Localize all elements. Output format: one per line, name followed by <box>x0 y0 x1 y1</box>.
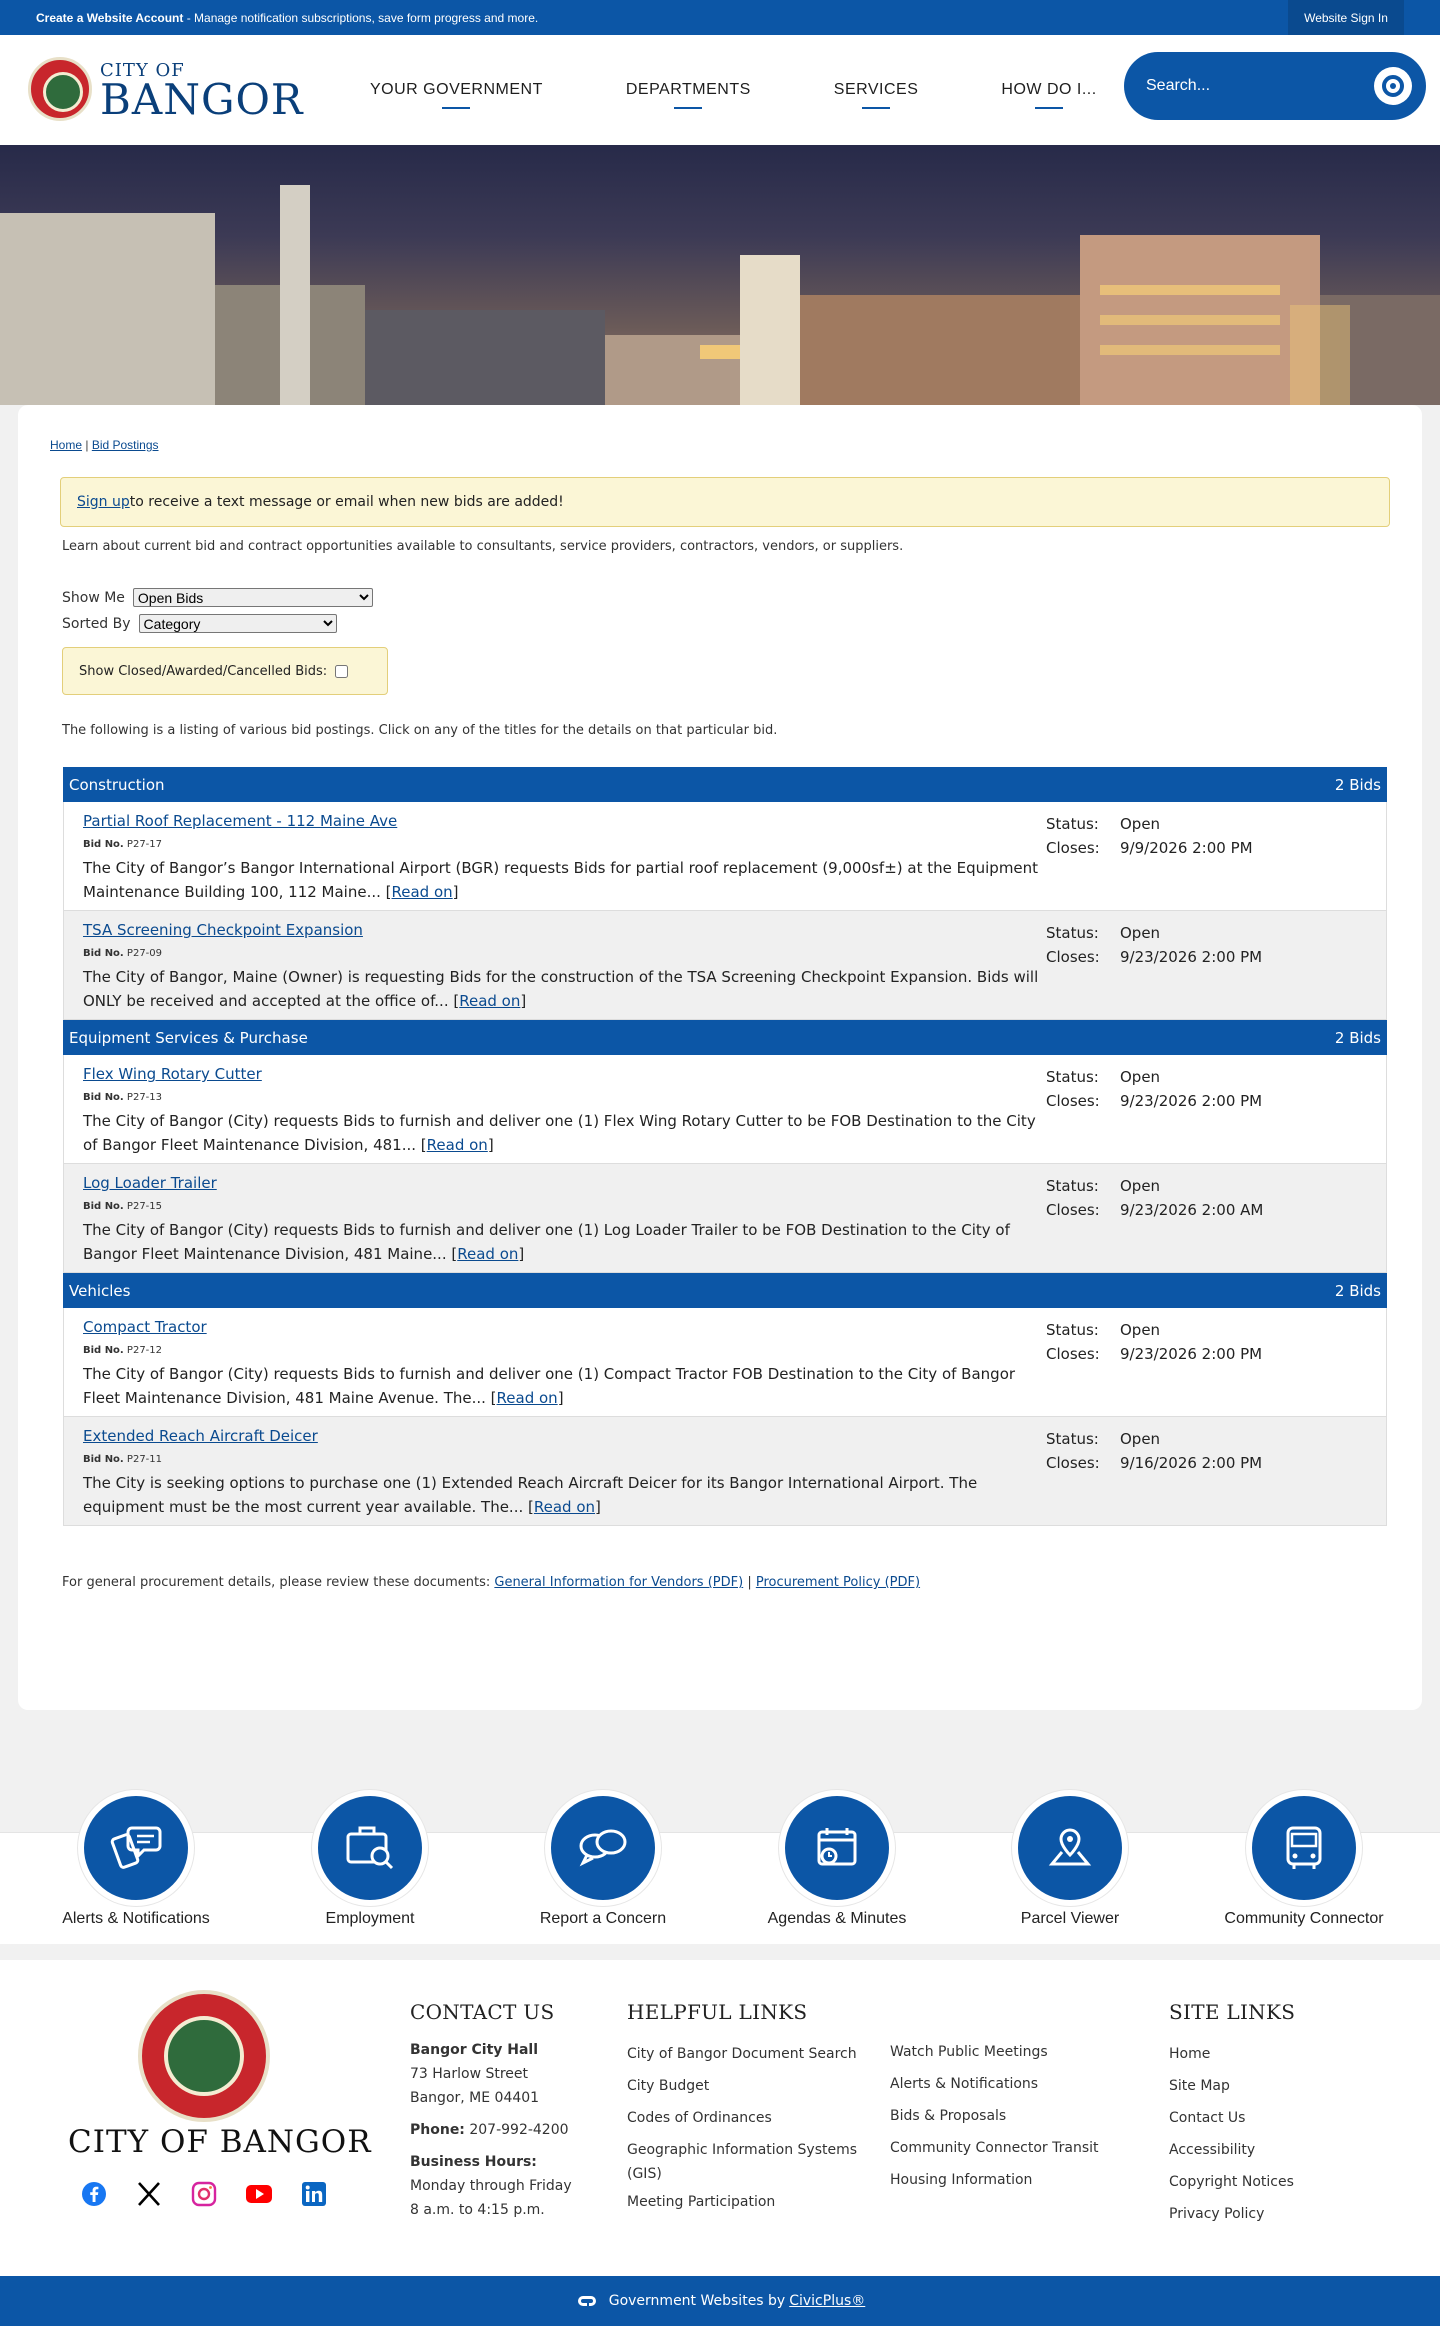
status-label: Status: <box>1046 1177 1099 1195</box>
bid-item <box>63 1417 1387 1526</box>
linkedin-icon[interactable] <box>300 2180 328 2208</box>
quick-link-inner <box>318 1796 422 1900</box>
calendar-clock-icon <box>807 1818 867 1878</box>
bid-description: The City of Bangor (City) requests Bids to furnish and deliver one (1) Flex Wing Rotary Cutter to be FOB Destination to the City of Bangor Fleet Maintenance Division, 481... [Read on] <box>83 1112 1036 1154</box>
footer-link-copyright[interactable]: Copyright Notices <box>1169 2174 1294 2190</box>
category-name: Construction <box>69 775 165 794</box>
quick-link-inner <box>1252 1796 1356 1900</box>
bid-title-link[interactable]: Extended Reach Aircraft Deicer <box>83 1427 318 1445</box>
quick-link-inner <box>1018 1796 1122 1900</box>
nav-how-do-i[interactable]: HOW DO I... <box>1001 81 1097 98</box>
quick-link-label: Alerts & Notifications <box>62 1910 210 1927</box>
helpful-links-column-2 <box>890 2036 1099 2196</box>
quick-link-circle <box>1012 1790 1128 1906</box>
bid-title-link[interactable]: Flex Wing Rotary Cutter <box>83 1065 262 1083</box>
footer-link-gis-abbr[interactable]: (GIS) <box>627 2166 662 2182</box>
bid-description-text: The City of Bangor, Maine (Owner) is requesting Bids for the construction of the TSA Screening Checkpoint Expansion. Bids will ONLY be received and accepted at the office of... <box>83 968 1039 1010</box>
bid-item <box>63 1055 1387 1164</box>
nav-services[interactable]: SERVICES <box>833 81 919 98</box>
chat-bubbles-icon <box>573 1818 633 1878</box>
bid-status-block <box>1046 1065 1262 1113</box>
quick-link-circle <box>545 1790 661 1906</box>
city-seal-logo-icon <box>138 1990 270 2122</box>
phone-message-icon <box>106 1818 166 1878</box>
read-on-link[interactable]: Read on <box>391 883 453 901</box>
contact-us-column <box>410 2000 572 2222</box>
footer-link-document-search[interactable]: City of Bangor Document Search <box>627 2046 857 2062</box>
city-seal-icon <box>28 57 92 121</box>
quick-link-alerts[interactable] <box>36 1790 236 1928</box>
footer-link-city-budget[interactable]: City Budget <box>627 2078 710 2094</box>
street-address: 73 Harlow Street <box>410 2066 529 2082</box>
quick-link-circle <box>78 1790 194 1906</box>
category-count: 2 Bids <box>1334 775 1381 794</box>
search-icon <box>1380 73 1406 99</box>
closes-value: 9/23/2026 2:00 PM <box>1120 1345 1263 1363</box>
contact-us-heading: CONTACT US <box>410 2000 555 2024</box>
bid-number-value: P27-09 <box>126 948 163 959</box>
quick-link-employment[interactable] <box>270 1790 470 1928</box>
bid-status-block <box>1046 921 1262 969</box>
procurement-docs <box>62 1575 920 1590</box>
bid-description: The City is seeking options to purchase one (1) Extended Reach Aircraft Deicer for its Bangor International Airport. The equipment must be the most current year available. The... [Read on] <box>83 1474 978 1516</box>
procurement-docs-text: For general procurement details, please review these documents: <box>62 1575 495 1590</box>
bid-number-label: Bid No. <box>83 1345 124 1356</box>
read-on-link[interactable]: Read on <box>533 1498 596 1516</box>
bid-number-value: P27-11 <box>126 1454 163 1465</box>
footer-link-watch-meetings[interactable]: Watch Public Meetings <box>890 2044 1048 2060</box>
bid-status-block <box>1046 1318 1262 1366</box>
footer-link-contact-us[interactable]: Contact Us <box>1169 2110 1246 2126</box>
seal-center <box>164 2016 244 2096</box>
bid-item <box>63 911 1387 1020</box>
quick-link-community-connector[interactable] <box>1204 1790 1404 1928</box>
show-closed-checkbox[interactable] <box>335 665 348 678</box>
breadcrumb-home[interactable]: Home <box>50 438 83 452</box>
business-days: Monday through Friday <box>410 2178 572 2194</box>
intro-text: Learn about current bid and contract opportunities available to consultants, service providers, contractors, vendors, or suppliers. <box>62 539 904 554</box>
helpful-links-column <box>627 2000 857 2218</box>
bid-number <box>83 1454 162 1465</box>
category-header-equipment <box>63 1020 1387 1055</box>
bid-listing <box>63 767 1387 1526</box>
civicplus-link[interactable]: CivicPlus® <box>789 2293 866 2309</box>
status-label: Status: <box>1046 1068 1099 1086</box>
footer-link-alerts[interactable]: Alerts & Notifications <box>890 2076 1039 2092</box>
create-account-message[interactable] <box>36 11 538 25</box>
signup-notice <box>60 477 1390 527</box>
bid-number-label: Bid No. <box>83 1201 124 1212</box>
status-label: Status: <box>1046 1430 1099 1448</box>
footer-link-home[interactable]: Home <box>1169 2046 1211 2062</box>
quick-link-agendas[interactable] <box>737 1790 937 1928</box>
main-content-card <box>18 405 1422 1710</box>
bid-description-text: The City of Bangor (City) requests Bids to furnish and deliver one (1) Flex Wing Rotary Cutter to be FOB Destination to the City of Bangor Fleet Maintenance Division, 481... <box>83 1112 1036 1154</box>
procurement-policy-pdf-link[interactable]: Procurement Policy (PDF) <box>755 1575 921 1590</box>
bid-description: The City of Bangor’s Bangor International Airport (BGR) requests Bids for partial roof replacement (9,000sf±) at the Equipment Maintenance Building 100, 112 Maine... [Read on] <box>83 859 1039 901</box>
phone-number[interactable]: 207-992-4200 <box>464 2122 569 2138</box>
read-on-link[interactable]: Read on <box>426 1136 488 1154</box>
bid-status-block <box>1046 1174 1263 1222</box>
status-value: Open <box>1120 1430 1161 1448</box>
status-value: Open <box>1120 1177 1161 1195</box>
city-state-zip: Bangor, ME 04401 <box>410 2090 540 2106</box>
create-account-description: - Manage notification subscriptions, save form progress and more. <box>183 10 539 25</box>
closes-value: 9/23/2026 2:00 PM <box>1120 948 1263 966</box>
quick-link-circle <box>779 1790 895 1906</box>
nav-departments[interactable]: DEPARTMENTS <box>625 81 751 98</box>
status-value: Open <box>1120 1068 1161 1086</box>
closes-label: Closes: <box>1046 839 1100 857</box>
category-count: 2 Bids <box>1334 1028 1381 1047</box>
category-count: 2 Bids <box>1334 1281 1381 1300</box>
closes-value: 9/23/2026 2:00 AM <box>1120 1201 1264 1219</box>
bid-number <box>83 1201 162 1212</box>
quick-link-inner <box>785 1796 889 1900</box>
bid-number <box>83 839 162 850</box>
logo-text <box>100 59 304 124</box>
map-pin-icon <box>1040 1818 1100 1878</box>
bid-description-text: The City of Bangor’s Bangor International Airport (BGR) requests Bids for partial roof replacement (9,000sf±) at the Equipment Maintenance Building 100, 112 Maine... <box>83 859 1039 901</box>
category-header-construction <box>63 767 1387 802</box>
bid-description-text: The City of Bangor (City) requests Bids to furnish and deliver one (1) Compact Tractor FOB Destination to the City of Bangor Fleet Maintenance Division, 481 Maine Avenue. The... <box>83 1365 1016 1407</box>
closes-label: Closes: <box>1046 1201 1100 1219</box>
footer-link-gis[interactable]: Geographic Information Systems <box>627 2142 858 2158</box>
bid-number-label: Bid No. <box>83 839 124 850</box>
civicplus-icon <box>575 2293 599 2309</box>
bid-item <box>63 1164 1387 1273</box>
status-label: Status: <box>1046 1321 1099 1339</box>
footer-link-community-connector-transit[interactable]: Community Connector Transit <box>890 2140 1099 2156</box>
bid-number <box>83 948 162 959</box>
bid-status-block <box>1046 1427 1262 1475</box>
bid-status-block <box>1046 812 1253 860</box>
quick-link-label: Report a Concern <box>539 1910 667 1927</box>
bid-description-text: The City is seeking options to purchase one (1) Extended Reach Aircraft Deicer for its Bangor International Airport. The equipment must be the most current year available. The... <box>83 1474 978 1516</box>
phone-label: Phone: <box>410 2122 465 2138</box>
website-sign-in-button[interactable]: Website Sign In <box>1288 0 1404 35</box>
sorted-by-control <box>62 614 337 633</box>
bid-title-link[interactable]: TSA Screening Checkpoint Expansion <box>83 921 363 939</box>
bid-number-value: P27-17 <box>126 839 163 850</box>
sorted-by-select[interactable] <box>139 614 337 633</box>
quick-link-label: Employment <box>325 1910 415 1927</box>
hero-banner-image <box>0 145 1440 405</box>
search-bar <box>1124 52 1426 120</box>
closes-label: Closes: <box>1046 1345 1100 1363</box>
quick-link-label: Agendas & Minutes <box>767 1910 907 1927</box>
social-links <box>80 2180 355 2208</box>
bid-number-value: P27-13 <box>126 1092 163 1103</box>
city-hall-name: Bangor City Hall <box>410 2042 539 2058</box>
sorted-by-label: Sorted By <box>62 615 131 632</box>
quick-link-circle <box>312 1790 428 1906</box>
briefcase-search-icon <box>340 1818 400 1878</box>
closes-label: Closes: <box>1046 1454 1100 1472</box>
read-on-link[interactable]: Read on <box>459 992 521 1010</box>
bid-number-label: Bid No. <box>83 1092 124 1103</box>
closes-value: 9/16/2026 2:00 PM <box>1120 1454 1263 1472</box>
breadcrumb <box>50 438 159 452</box>
search-button[interactable] <box>1374 67 1412 105</box>
bid-number-value: P27-15 <box>126 1201 163 1212</box>
sign-up-link[interactable]: Sign up <box>77 494 130 510</box>
site-header <box>0 35 1440 145</box>
show-me-select[interactable] <box>133 588 373 607</box>
status-label: Status: <box>1046 815 1099 833</box>
site-links-heading: SITE LINKS <box>1169 2000 1296 2024</box>
show-closed-filter <box>62 647 388 695</box>
footer-link-privacy[interactable]: Privacy Policy <box>1169 2206 1265 2222</box>
logo-bangor: BANGOR <box>100 74 304 124</box>
instagram-icon[interactable] <box>190 2180 218 2208</box>
footer-link-site-map[interactable]: Site Map <box>1169 2078 1230 2094</box>
quick-link-report-concern[interactable] <box>503 1790 703 1928</box>
bid-description: The City of Bangor, Maine (Owner) is requesting Bids for the construction of the TSA Screening Checkpoint Expansion. Bids will ONLY be received and accepted at the office of... [Read on] <box>83 968 1039 1010</box>
bid-title-link[interactable]: Partial Roof Replacement - 112 Maine Ave <box>83 812 398 830</box>
read-on-link[interactable]: Read on <box>496 1389 558 1407</box>
category-name: Vehicles <box>69 1281 131 1300</box>
site-links-column <box>1169 2000 1295 2230</box>
bid-number-value: P27-12 <box>126 1345 163 1356</box>
bid-title-link[interactable]: Log Loader Trailer <box>83 1174 217 1192</box>
category-header-vehicles <box>63 1273 1387 1308</box>
helpful-links-heading: HELPFUL LINKS <box>627 2000 808 2024</box>
bid-description: The City of Bangor (City) requests Bids to furnish and deliver one (1) Compact Tractor FOB Destination to the City of Bangor Fleet Maintenance Division, 481 Maine Avenue. The... [Read on] <box>83 1365 1016 1407</box>
show-me-control <box>62 588 373 607</box>
youtube-icon[interactable] <box>245 2180 273 2208</box>
closes-label: Closes: <box>1046 948 1100 966</box>
quick-link-parcel-viewer[interactable] <box>970 1790 1170 1928</box>
bid-number <box>83 1345 162 1356</box>
bid-title-link[interactable]: Compact Tractor <box>83 1318 207 1336</box>
status-value: Open <box>1120 1321 1161 1339</box>
footer-link-accessibility[interactable]: Accessibility <box>1169 2142 1256 2158</box>
show-closed-label: Show Closed/Awarded/Cancelled Bids: <box>79 663 328 679</box>
quick-link-circle <box>1246 1790 1362 1906</box>
footer-link-housing-info[interactable]: Housing Information <box>890 2172 1033 2188</box>
account-bar <box>0 0 1440 35</box>
bid-item <box>63 802 1387 911</box>
create-account-link[interactable]: Create a Website Account <box>36 10 184 25</box>
bid-description: The City of Bangor (City) requests Bids to furnish and deliver one (1) Log Loader Trailer to be FOB Destination to the City of Bangor Fleet Maintenance Division, 481 Maine... [Read on] <box>83 1221 1010 1263</box>
logo-city-of: CITY OF <box>100 59 185 81</box>
bid-number <box>83 1092 162 1103</box>
closes-value: 9/9/2026 2:00 PM <box>1120 839 1253 857</box>
site-logo[interactable] <box>28 57 304 124</box>
show-me-label: Show Me <box>62 589 125 606</box>
status-value: Open <box>1120 924 1161 942</box>
closes-label: Closes: <box>1046 1092 1100 1110</box>
footer-city-name: CITY OF BANGOR <box>68 2124 372 2160</box>
closes-value: 9/23/2026 2:00 PM <box>1120 1092 1263 1110</box>
quick-links <box>0 1790 1440 1946</box>
vendor-info-pdf-link[interactable]: General Information for Vendors (PDF) <box>494 1575 744 1590</box>
breadcrumb-separator: | <box>82 438 92 452</box>
site-footer <box>0 1960 1440 2276</box>
quick-link-label: Community Connector <box>1224 1910 1384 1927</box>
business-hours: 8 a.m. to 4:15 p.m. <box>410 2202 545 2218</box>
bid-item <box>63 1308 1387 1417</box>
nav-your-government[interactable]: YOUR GOVERNMENT <box>370 81 543 98</box>
bus-icon <box>1274 1818 1334 1878</box>
footer-link-codes-of-ordinances[interactable]: Codes of Ordinances <box>627 2110 772 2126</box>
bid-number-label: Bid No. <box>83 1454 124 1465</box>
quick-link-inner <box>84 1796 188 1900</box>
footer-link-meeting-participation[interactable]: Meeting Participation <box>627 2194 776 2210</box>
civicplus-text: Government Websites by <box>608 2293 786 2309</box>
quick-link-label: Parcel Viewer <box>1020 1910 1120 1927</box>
search-input[interactable] <box>1146 77 1346 95</box>
status-label: Status: <box>1046 924 1099 942</box>
category-name: Equipment Services & Purchase <box>69 1028 308 1047</box>
facebook-icon[interactable] <box>80 2180 108 2208</box>
bid-description-text: The City of Bangor (City) requests Bids to furnish and deliver one (1) Log Loader Trailer to be FOB Destination to the City of Bangor Fleet Maintenance Division, 481 Maine... <box>83 1221 1010 1263</box>
footer-link-bids-proposals[interactable]: Bids & Proposals <box>890 2108 1007 2124</box>
docs-separator: | <box>743 1575 756 1590</box>
signup-notice-text: to receive a text message or email when new bids are added! <box>129 494 564 510</box>
read-on-link[interactable]: Read on <box>457 1245 519 1263</box>
status-value: Open <box>1120 815 1161 833</box>
quick-link-inner <box>551 1796 655 1900</box>
x-twitter-icon[interactable] <box>135 2180 163 2208</box>
breadcrumb-bid-postings[interactable]: Bid Postings <box>91 438 159 452</box>
civicplus-bar <box>0 2276 1440 2326</box>
business-hours-label: Business Hours: <box>410 2154 537 2170</box>
bid-number-label: Bid No. <box>83 948 124 959</box>
listing-note: The following is a listing of various bid postings. Click on any of the titles for the details on that particular bid. <box>62 723 778 738</box>
main-nav <box>370 35 1180 145</box>
